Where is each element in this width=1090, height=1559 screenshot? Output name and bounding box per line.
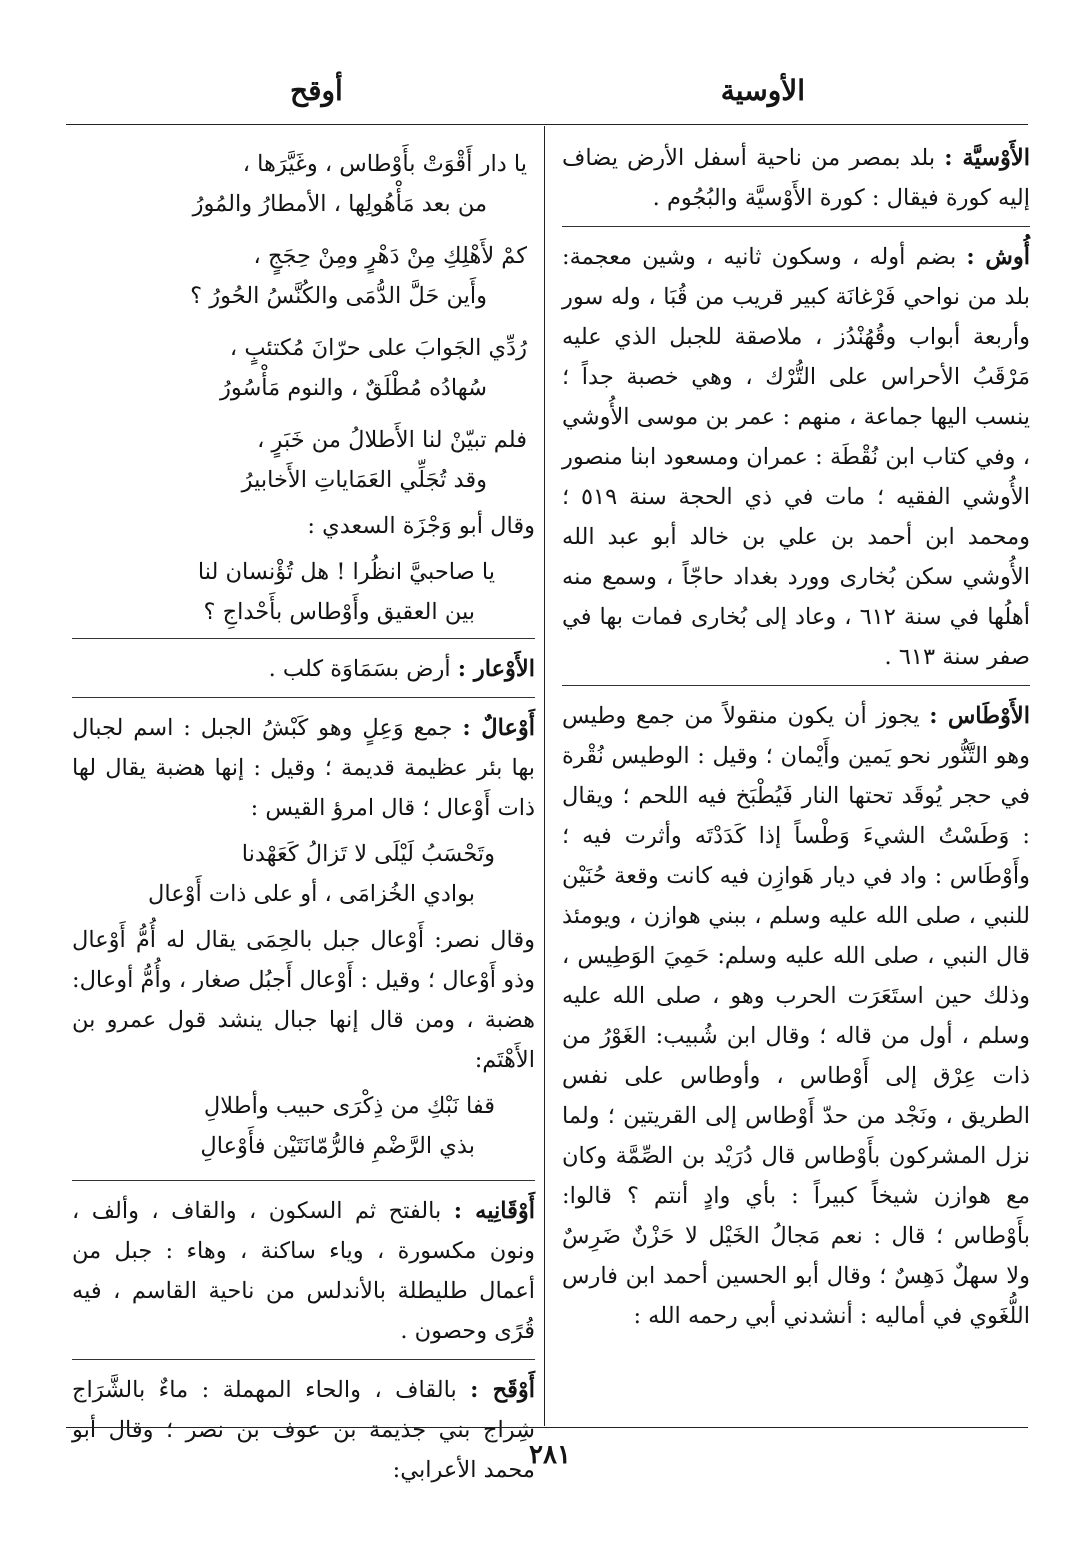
header-rule	[66, 124, 1028, 125]
entry-text: أرض بسَمَاوَة كلب .	[268, 656, 451, 682]
poem-stanza	[72, 828, 535, 920]
running-header-right: الأوسية	[720, 74, 805, 107]
poem-line: سُهادُه مُطْلَقٌ ، والنوم مَأْسُورُ	[219, 375, 487, 401]
poem-line: وأَين حَلَّ الدُّمَى والكُنَّسُ الحُورُ ؟	[190, 283, 487, 309]
entry-text: بالقاف ، والحاء المهملة : ماءٌ بالشَّرَاج شِراج بني جذيمة بن عوف بن نصر ؛ وقال أبو محمد الأعرابي:	[72, 1377, 535, 1483]
running-header-left: أوقح	[290, 74, 343, 107]
entry-awqah	[72, 1360, 535, 1498]
entry-aush	[562, 227, 1030, 686]
poem-line: بذي الرَّضْمِ فالرُّمّانَتَيْن فأَوْعالِ	[200, 1133, 475, 1159]
entry-text: يجوز أن يكون منقولاً من جمع وطيس وهو التَّنُّور نحو يَمين وأَيْمان ؛ وقيل : الوطيس نُقْرة في حجر يُوقَد تحتها النار فَيُطْبَخ فيه اللحم ؛ ويقال : وَطَسْتُ الشيءَ وَطْساً إذا كَدَدْتَه وأثرت فيه ؛ وأَوْطَاس : واد في ديار هَوازِن فيه كانت وقعة حُنَيْن للنبي ، صلى الله عليه وسلم ، ببني هوازن ، ويومئذ قال النبي ، صلى الله عليه وسلم: حَمِيَ الوَطِيس ، وذلك حين استَعَرَت الحرب وهو ، صلى الله عليه وسلم ، أول من قاله ؛ وقال ابن شُبيب: الغَوْرُ من ذات عِرْق إلى أَوْطاس ، وأوطاس على نفس الطريق ، ونَجْد من حدّ أَوْطاس إلى القريتين ؛ ولما نزل المشركون بأَوْطاس قال دُرَيْد بن الصِّمَّة وكان مع هوازن شيخاً كبيراً : بأي وادٍ أنتم ؟ قالوا: بأَوْطاس ؛ قال : نعم مَجالُ الخَيْل لا حَزْنٌ ضَرِسٌ ولا سهلٌ دَهِسٌ ؛ وقال أبو الحسين أحمد ابن فارس اللُّغَوي في أماليه : أنشدني أبي رحمه الله :	[562, 703, 1030, 1329]
footer-rule	[66, 1427, 1028, 1428]
left-column	[72, 128, 535, 1498]
entry-text: وقال نصر: أَوْعال جبل بالحِمَى يقال له أُمُّ أَوْعال وذو أَوْعال ؛ وقيل : أَوْعال أَجبُل صغار ، وأُمُّ أوعال: هضبة ، ومن قال إنها جبال ينشد قول عمرو بن الأَهْتَم:	[72, 927, 535, 1073]
entry-text: بضم أوله ، وسكون ثانيه ، وشين معجمة: بلد من نواحي فَرْغانَة كبير قريب من قُبَا ، وله سور وأربعة أبواب وقُهُنْدُز ، ملاصقة للجبل الذي عليه مَرْقَبُ الأحراس على التُّرْك ، وهي خصبة جداً ؛ ينسب اليها جماعة ، منهم : عمر بن موسى الأُوشي ، وفي كتاب ابن نُقْطَة : عمران ومسعود ابنا منصور الأُوشي الفقيه ؛ مات في ذي الحجة سنة ٥١٩ ؛ ومحمد ابن أحمد بن علي بن خالد أبو عبد الله الأُوشي سكن بُخارى وورد بغداد حاجّاً ، وسمع منه أهلُها في سنة ٦١٢ ، وعاد إلى بُخارى فمات بها في صفر سنة ٦١٣ .	[562, 244, 1030, 670]
entry-headword: أَوْقَح :	[470, 1377, 535, 1403]
poem-stanza	[72, 322, 535, 414]
poem-line: فلم تبيّنْ لنا الأَطلالُ من خَبَرٍ ،	[257, 427, 527, 453]
entry-headword: أَوْقَانِيه :	[453, 1198, 535, 1224]
right-column	[562, 128, 1030, 1344]
entry-awal	[72, 698, 535, 1181]
entry-text: بالفتح ثم السكون ، والقاف ، وألف ، ونون مكسورة ، وياء ساكنة ، وهاء : جبل من أعمال طليطلة بالأندلس من ناحية القاسم ، فيه قُرًى وحصون .	[72, 1198, 535, 1344]
poem-line: وقد تُجَلِّي العَمَاياتِ الأَخابيرُ	[241, 467, 487, 493]
entry-headword: الأَوْعار :	[457, 656, 535, 682]
poem-awtas	[72, 128, 535, 638]
poem-line: يا صاحبيَّ انظُرا ! هل تُؤْنسان لنا	[197, 559, 495, 585]
poem-stanza	[72, 230, 535, 322]
poem-line: يا دار أَقْوَتْ بأَوْطاس ، وغَيَّرَها ،	[242, 151, 527, 177]
poem-line: وتَحْسَبُ لَيْلَى لا تَزالُ كَعَهْدنا	[241, 841, 495, 867]
entry-headword: الأَوْطَاس :	[929, 703, 1031, 729]
poem-stanza	[72, 546, 535, 638]
poem-line: من بعد مَأْهُولِها ، الأمطارُ والمُورُ	[192, 191, 487, 217]
entry-text: جمع وَعِلٍ وهو كَبْشُ الجبل : اسم لجبال بها بئر عظيمة قديمة ؛ وقيل : إنها هضبة يقال لها ذات أَوْعال ؛ قال امرؤ القيس :	[72, 715, 535, 821]
poem-stanza	[72, 1080, 535, 1172]
poem-line: بوادي الخُزامَى ، أو على ذات أَوْعال	[148, 881, 475, 907]
poem-intro: وقال أبو وَجْزَة السعدي :	[307, 513, 535, 539]
page-number: ٢٨١	[529, 1440, 571, 1470]
entry-awtas	[562, 686, 1030, 1344]
poem-line: كمْ لأَهْلِكِ مِنْ دَهْرٍ ومِنْ حِجَجٍ ،	[253, 243, 527, 269]
entry-text: بلد بمصر من ناحية أسفل الأرض يضاف إليه كورة فيقال : كورة الأَوْسيَّة والبُجُوم .	[562, 145, 1030, 211]
entry-headword: الأَوْسيَّة :	[944, 145, 1030, 171]
entry-awsiyya	[562, 128, 1030, 227]
entry-headword: أُوش :	[966, 244, 1030, 270]
poem-line: قفا نَبْكِ من ذِكْرَى حبيب وأطلالِ	[203, 1093, 495, 1119]
column-divider	[544, 126, 545, 1426]
poem-stanza	[72, 138, 535, 230]
poem-stanza	[72, 414, 535, 506]
poem-line: رُدِّي الجَوابَ على حرّانَ مُكتئبٍ ،	[229, 335, 527, 361]
entry-awqaniya	[72, 1181, 535, 1360]
entry-headword: أَوْعالٌ :	[462, 715, 535, 741]
entry-awaar	[72, 638, 535, 698]
poem-line: بين العقيق وأَوْطاس بأَحْداجِ ؟	[203, 599, 475, 625]
